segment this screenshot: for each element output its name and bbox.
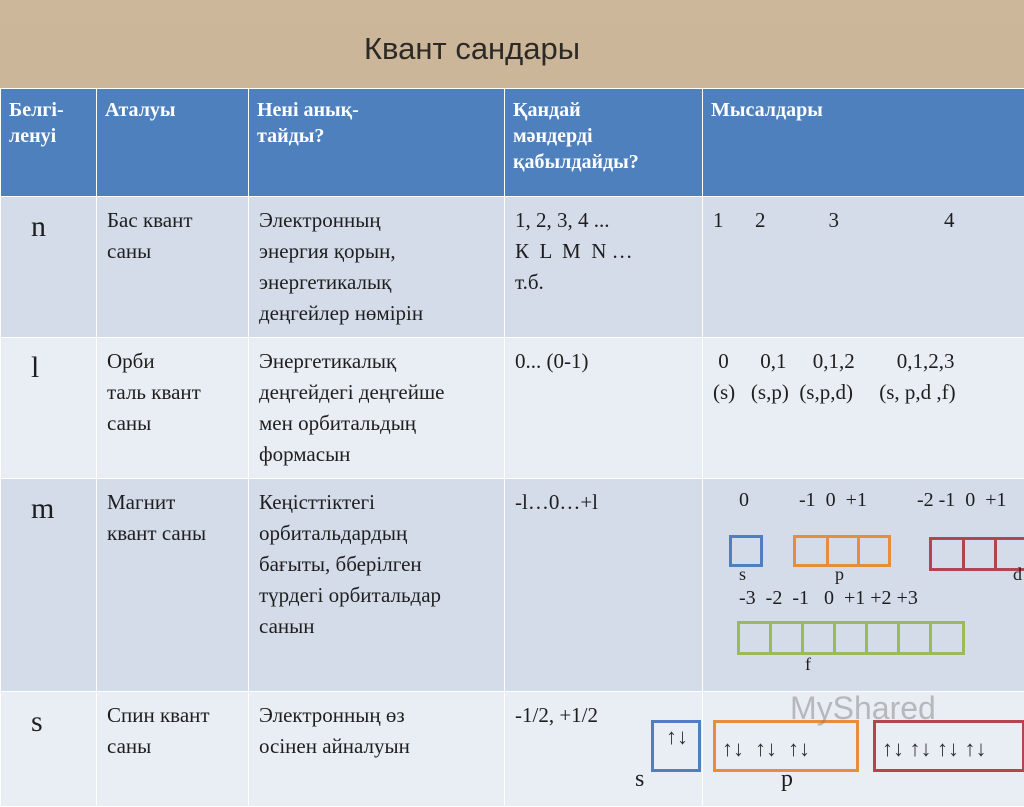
header-examples: Мысалдары: [703, 89, 1024, 197]
table-row: [1, 197, 1024, 338]
table-row: [1, 479, 1024, 692]
row-examples: 1 2 3 4: [703, 197, 1024, 338]
m-values-top: 0 -1 0 +1 -2 -1 0 +1: [739, 485, 1007, 516]
row-examples: [703, 338, 1024, 479]
header-name: Аталуы: [97, 89, 249, 197]
row-name: Бас квант саны: [97, 197, 249, 338]
slide-title: Квант сандары: [0, 0, 1024, 88]
p-spin-label: p: [781, 764, 793, 795]
row-name: Орби таль квант саны: [97, 338, 249, 479]
d-orbital-box: [929, 537, 1024, 571]
row-examples: [703, 479, 1024, 692]
row-symbol: l: [1, 338, 97, 479]
p-label: p: [835, 559, 844, 590]
row-defines: Электронның энергия қорын, энергетикалық деңгейлер нөмірін: [249, 197, 505, 338]
row-values: [505, 692, 703, 807]
row-name: Спин квант саны: [97, 692, 249, 807]
header-symbol: Белгі- ленуі: [1, 89, 97, 197]
row-values: 0... (0-1): [505, 338, 703, 479]
table-row: [1, 338, 1024, 479]
header-defines: Нені анық- тайды?: [249, 89, 505, 197]
row-defines: Энергетикалық деңгейдегі деңгейше мен орбитальдың формасын: [249, 338, 505, 479]
s-label: s: [739, 559, 746, 590]
row-defines: Кеңісттіктегі орбитальдардың бағыты, бберілген түрдегі орбитальдар санын: [249, 479, 505, 692]
watermark-logo: MyShared: [790, 690, 936, 727]
s-spin-label: s: [635, 764, 644, 795]
d-label: d: [1013, 559, 1022, 590]
example-line: (s) (s,p) (s,p,d) (s, p,d ,f): [713, 377, 1016, 408]
d-spin-box: ↑↓ ↑↓ ↑↓ ↑↓: [873, 720, 1024, 772]
row-name: Магнит квант саны: [97, 479, 249, 692]
row-symbol: s: [1, 692, 97, 807]
p-spin-box: ↑↓ ↑↓ ↑↓: [713, 720, 859, 772]
row-defines: Электронның өз осінен айналуын: [249, 692, 505, 807]
row-values: 1, 2, 3, 4 ... К L M N … т.б.: [505, 197, 703, 338]
row-symbol: m: [1, 479, 97, 692]
f-label: f: [805, 649, 811, 680]
header-row: [1, 89, 1024, 197]
row-symbol: n: [1, 197, 97, 338]
example-line: 0 0,1 0,1,2 0,1,2,3: [713, 346, 1016, 377]
f-orbital-box: [737, 621, 965, 655]
row-values: -l…0…+l: [505, 479, 703, 692]
s-spin-box: ↑↓: [651, 720, 701, 772]
header-values: Қандай мәндерді қабылдайды?: [505, 89, 703, 197]
m-values-f: -3 -2 -1 0 +1 +2 +3: [739, 583, 918, 614]
spin-values: -1/2, +1/2: [515, 700, 694, 731]
